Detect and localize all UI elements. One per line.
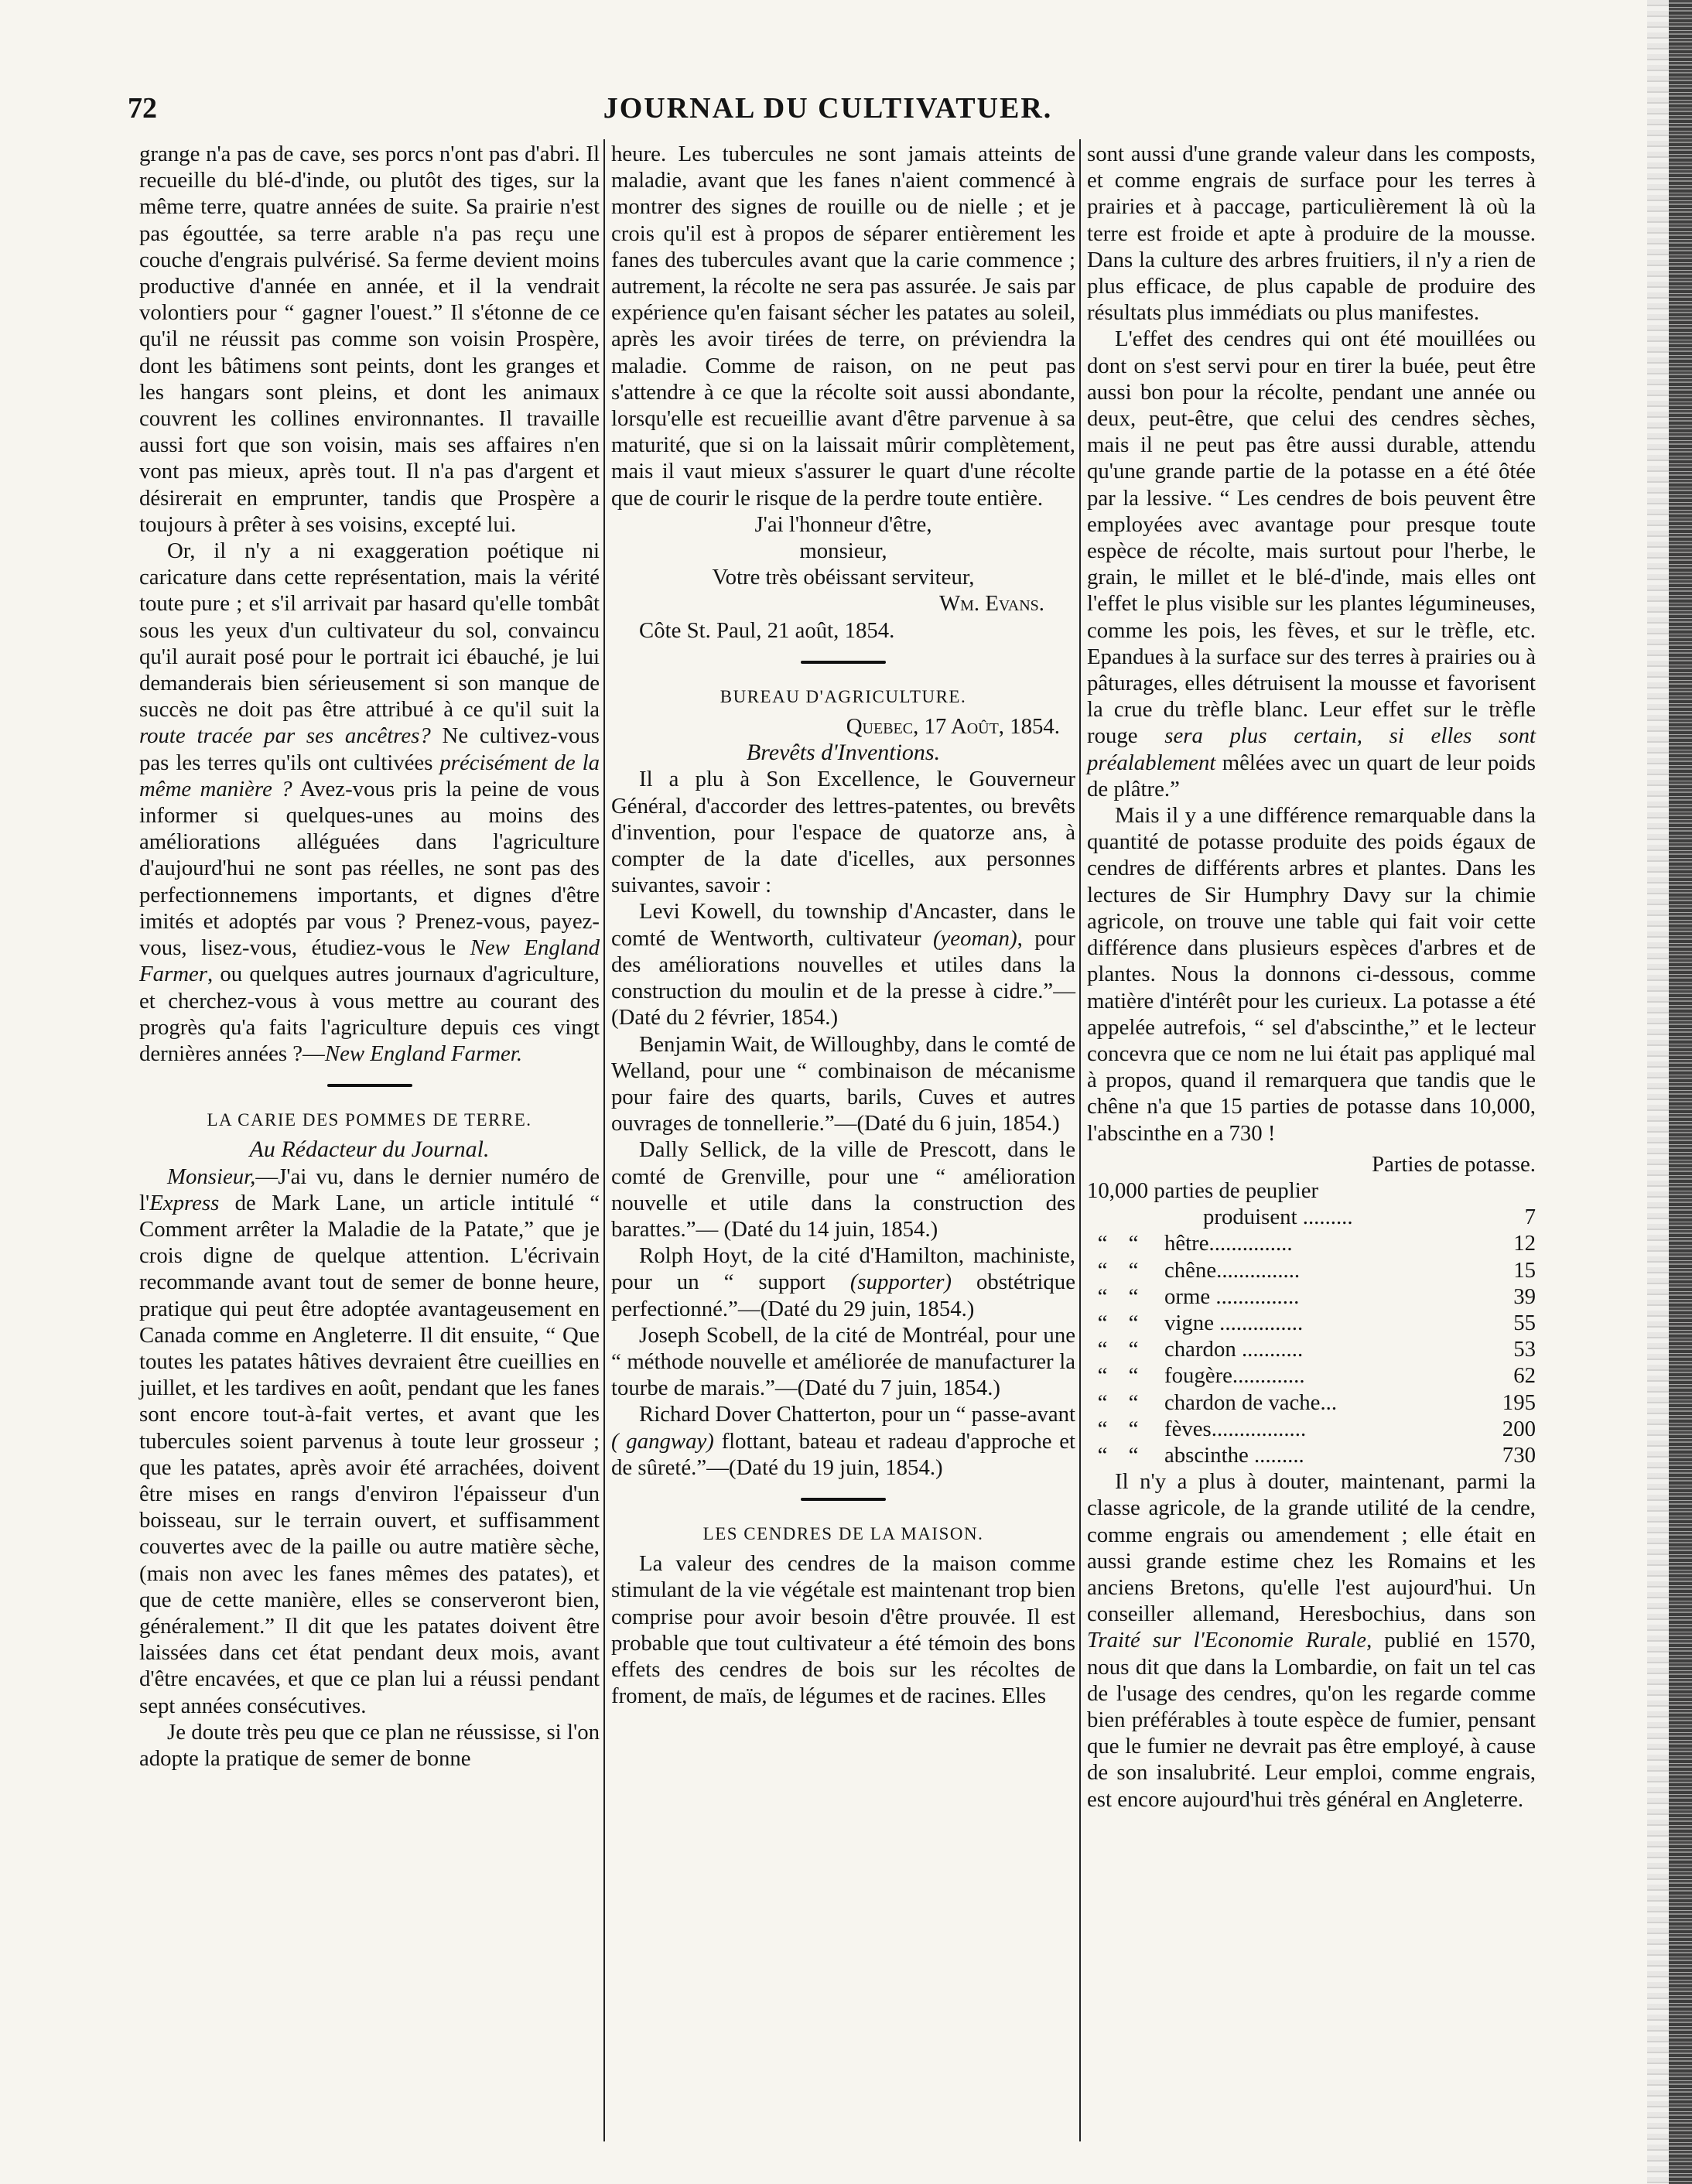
text-run: Il n'y a plus à douter, maintenant, parmi la classe agricole, de la grande utilité de la cendre, comme engrais ou amendement ; elle était en aussi grande estime chez les Romains et les anciens Bretons, qu'elle l'est aujourd'hui. Un conseiller allemand, Heresbochius, dans son xyxy=(1087,1469,1536,1627)
letter-closing: Votre très obéissant serviteur, xyxy=(712,565,975,590)
table-row xyxy=(1087,1177,1536,1204)
ditto-mark: “ xyxy=(1128,1231,1139,1256)
paragraph: La valeur des cendres de la maison comme stimulant de la vie végétale est maintenant trop bien comprise pour avoir besoin d'être prouvée. Il est probable que tout cultivateur a été témoin des bons effets des cendres de bois sur les récoltes de froment, de maïs, de légumes et de racines. Elles xyxy=(611,1551,1075,1709)
ditto-mark: “ xyxy=(1097,1442,1108,1468)
table-row xyxy=(1087,1310,1536,1336)
ditto-mark: “ xyxy=(1097,1310,1108,1335)
ditto-mark: “ xyxy=(1097,1257,1108,1283)
table-row xyxy=(1087,1204,1536,1230)
ditto-mark: “ xyxy=(1097,1363,1108,1389)
potash-table xyxy=(1087,1177,1536,1468)
text-run: , publié en 1570, nous dit que dans la Lombardie, on fait un tel cas de l'usage des cendres, qu'on les regarde comme bien préférables à toute espèce de fumier, pensant que le fumier ne devrait pas être employé, à cause de son insalubrité. Leur emploi, comme engrais, est encore aujourd'hui très général en Angleterre. xyxy=(1087,1628,1536,1812)
table-cell-plant: fougère............. xyxy=(1164,1363,1305,1389)
table-cell-plant: orme ............... xyxy=(1164,1283,1300,1309)
italic-text: Express xyxy=(149,1190,220,1215)
text-run: de Mark Lane, un article intitulé “ Comment arrêter la Maladie de la Patate,” que je crois digne de quelque attention. L'écrivain recommande avant tout de semer de bonne heure, pratique qui peut être adoptée avantageusement en Canada comme en Angleterre. Il dit ensuite, “ Que toutes les patates hâtives devraient être cueillies en juillet, et les tardives en août, pendant que les fanes sont encore tout-à-fait vertes, et avant que les tubercules soient parvenus à toute leur grosseur ; que les patates, après avoir été arrachées, doivent être mises en rangs d'environ l'épaisseur d'un boisseau, sur le terrain ouvert, et suffisamment couvertes avec de la paille ou autre matière sèche, (mais non avec les fanes mêmes des patates), et que de cette manière, elles se conserveront bien, généralement.” Il dit que les patates doivent être laissées dans cet état pendant deux mois, avant d'être encavées, et que ce plan lui a réussi pendant sept années consécutives. xyxy=(139,1190,600,1718)
ditto-mark: “ xyxy=(1097,1337,1108,1362)
column-rule xyxy=(1079,139,1081,2141)
table-cell-plant: vigne ............... xyxy=(1164,1310,1304,1335)
text-run: obstétrique perfectionné.”—(Daté du 29 juin, 1854.) xyxy=(611,1270,1075,1321)
paragraph xyxy=(1087,326,1536,802)
paragraph: Joseph Scobell, de la cité de Montréal, pour une “ méthode nouvelle et améliorée de manufacturer la tourbe de marais.”—(Daté du 7 juin, 1854.) xyxy=(611,1322,1075,1401)
table-cell-value: 55 xyxy=(1513,1310,1536,1335)
ditto-mark: “ xyxy=(1097,1416,1108,1441)
ditto-mark: “ xyxy=(1097,1231,1108,1256)
table-row xyxy=(1087,1257,1536,1283)
letter-signature: Wm. Evans. xyxy=(938,591,1044,617)
ditto-mark: “ xyxy=(1128,1337,1139,1362)
text-run: mêlées avec un quart de leur poids de plâtre.” xyxy=(1087,750,1536,801)
table-cell-value: 200 xyxy=(1502,1416,1536,1441)
text-run: Ne cultivez-vous pas les terres qu'ils ont cultivées xyxy=(139,723,600,775)
text-run: , pour des améliorations nouvelles et utiles dans la construction du moulin et de la presse à cidre.”—(Daté du 2 février, 1854.) xyxy=(611,925,1075,1030)
table-cell-value: 730 xyxy=(1502,1442,1536,1468)
running-title: JOURNAL DU CULTIVATUER. xyxy=(603,92,1053,125)
section-separator xyxy=(801,661,886,664)
table-cell-value: 15 xyxy=(1513,1257,1536,1283)
table-cell-plant: fèves................. xyxy=(1164,1416,1307,1441)
text-run: Richard Dover Chatterton, pour un “ passe-avant xyxy=(639,1402,1075,1427)
table-cell-value: 53 xyxy=(1513,1337,1536,1362)
italic-text: (yeoman) xyxy=(932,925,1017,951)
table-cell-plant: chardon ........... xyxy=(1164,1337,1304,1362)
paragraph: Je doute très peu que ce plan ne réussisse, si l'on adopte la pratique de semer de bonne xyxy=(139,1719,600,1771)
table-cell-value: 62 xyxy=(1513,1363,1536,1389)
letter-place-date: Côte St. Paul, 21 août, 1854. xyxy=(639,617,895,643)
italic-text: Traité sur l'Economie Rurale xyxy=(1087,1628,1367,1653)
table-cell: produisent ......... xyxy=(1203,1205,1353,1230)
paragraph: Il a plu à Son Excellence, le Gouverneur Général, d'accorder des lettres-patentes, ou brevêts d'invention, pour l'espace de quatorze ans, à compter de la date d'icelles, aux personnes suivantes, savoir : xyxy=(611,767,1075,898)
table-cell-plant: chardon de vache... xyxy=(1164,1389,1338,1415)
article-heading: BUREAU D'AGRICULTURE. xyxy=(720,686,967,706)
ditto-mark: “ xyxy=(1128,1257,1139,1283)
article-heading: LES CENDRES DE LA MAISON. xyxy=(702,1523,984,1543)
table-cell: 10,000 parties de peuplier xyxy=(1087,1177,1319,1203)
ditto-mark: “ xyxy=(1128,1442,1139,1468)
table-cell-plant: hêtre............... xyxy=(1164,1231,1293,1256)
paragraph xyxy=(611,1401,1075,1481)
text-run: flottant, bateau et radeau d'approche et de sûreté.”—(Daté du 19 juin, 1854.) xyxy=(611,1428,1076,1480)
table-row xyxy=(1087,1389,1536,1416)
ditto-mark: “ xyxy=(1128,1416,1139,1441)
table-cell-value: 12 xyxy=(1513,1231,1536,1256)
table-cell-value: 39 xyxy=(1513,1283,1536,1309)
table-row xyxy=(1087,1362,1536,1389)
italic-text: New England Farmer. xyxy=(324,1041,523,1066)
column-1 xyxy=(139,141,600,2138)
paragraph: sont aussi d'une grande valeur dans les composts, et comme engrais de surface pour les terres à prairies et à paccage, particulièrement là où la terre est froide et apte à produire de la mousse. Dans la culture des arbres fruitiers, il n'y a rien de plus efficace, de plus capable de produire des résultats plus immédiats ou plus manifestes. xyxy=(1087,142,1536,326)
table-row xyxy=(1087,1336,1536,1362)
italic-text: précisément de la même manière ? xyxy=(139,750,600,801)
article-heading: LA CARIE DES POMMES DE TERRE. xyxy=(207,1110,532,1130)
italic-text: route tracée par ses ancêtres? xyxy=(139,723,431,749)
paragraph: heure. Les tubercules ne sont jamais atteints de maladie, avant que les fanes n'aient commencé à montrer des signes de rouille ou de nielle ; et je crois qu'il est à propos de séparer entièrement les fanes des tubercules avant que la carie commence ; autrement, la récolte ne sera pas assurée. Je sais par expérience qu'en faisant sécher les patates au soleil, après les avoir tirées de terre, on préviendra la maladie. Comme de raison, on ne peut pas s'attendre à ce que la récolte soit aussi abondante, lorsqu'elle est recueillie avant d'être parvenue à sa maturité, que si on la laissait mûrir complètement, mais il vaut mieux s'assurer le quart d'une récolte que de courir le risque de la perdre toute entière. xyxy=(611,142,1075,511)
paragraph: grange n'a pas de cave, ses porcs n'ont pas d'abri. Il recueille du blé-d'inde, ou plutôt des tiges, sur la même terre, quatre années de suite. Sa prairie n'est pas égouttée, sa terre arable n'a pas reçu une couche d'engrais pulvérisé. Sa ferme devient moins productive d'année en année, et il la vendrait volontiers pour “ gagner l'ouest.” Il s'étonne de ce qu'il ne réussit pas comme son voisin Prospère, dont les bâtimens sont peints, dont les granges et les hangars sont pleins, et dont les animaux couvrent les collines environnantes. Il travaille aussi fort que son voisin, mais ses affaires n'en vont pas mieux, après tout. Il n'a pas d'argent et désirerait en emprunter, tandis que Prospère a toujours à prêter à ses voisins, excepté lui. xyxy=(139,142,600,537)
page-number: 72 xyxy=(128,92,157,125)
table-header: Parties de potasse. xyxy=(1372,1151,1536,1177)
page-header xyxy=(128,91,1528,130)
table-row xyxy=(1087,1416,1536,1442)
italic-text: (supporter) xyxy=(849,1270,952,1295)
paragraph xyxy=(139,1164,600,1719)
ditto-mark: “ xyxy=(1128,1389,1139,1415)
article-subheading: Au Rédacteur du Journal. xyxy=(249,1136,490,1163)
text-run: Rolph Hoyt, de la cité d'Hamilton, machiniste, pour un “ support xyxy=(611,1243,1075,1295)
paragraph: Mais il y a une différence remarquable dans la quantité de potasse produite des poids égaux de cendres de différents arbres et plantes. Dans les lectures de Sir Humphry Davy sur la chimie agricole, on trouve une table qui fait voir cette différence dans plusieurs espèces d'arbres et de plantes. Nous la donnons ci-dessous, comme matière d'intérêt pour les curieux. La potasse a été appelée autrefois, “ sel d'abscinthe,” et le lecteur concevra que ce nom ne lui était pas appliqué mal à propos, quand il remarquera que tandis que le chêne n'a que 15 parties de potasse dans 10,000, l'abscinthe en a 730 ! xyxy=(1087,803,1536,1146)
letter-closing: J'ai l'honneur d'être, xyxy=(754,511,932,537)
italic-text: sera plus certain, si elles sont préalablement xyxy=(1087,723,1536,775)
column-2 xyxy=(611,141,1075,2138)
table-cell: 7 xyxy=(1524,1205,1536,1230)
table-row xyxy=(1087,1230,1536,1256)
text-run: , ou quelques autres journaux d'agriculture, et cherchez-vous à vous mettre au courant des progrès qu'a faits l'agriculture depuis ces vingt dernières années ?— xyxy=(139,962,600,1066)
ditto-mark: “ xyxy=(1097,1283,1108,1309)
potash-rows xyxy=(1087,1230,1536,1468)
italic-text: Monsieur, xyxy=(167,1164,256,1189)
column-rule xyxy=(603,139,605,2141)
paragraph xyxy=(139,538,600,1067)
section-separator xyxy=(801,1498,886,1501)
paragraph xyxy=(611,898,1075,1030)
ditto-mark: “ xyxy=(1128,1363,1139,1389)
table-cell-plant: abscinthe ......... xyxy=(1164,1442,1304,1468)
letter-closing: monsieur, xyxy=(799,538,887,564)
ditto-mark: “ xyxy=(1128,1283,1139,1309)
italic-text: New England Farmer xyxy=(139,935,600,987)
page-edge-shadow xyxy=(1647,0,1669,2184)
paragraph xyxy=(1087,1468,1536,1813)
dateline: Quebec, 17 Août, 1854. xyxy=(846,714,1060,740)
text-run: Or, il n'y a ni exaggeration poétique ni caricature dans cette représentation, mais la vérité toute pure ; et s'il arrivait par hasard qu'elle tombât sous les yeux d'un cultivateur du sol, convaincu qu'il aurait posé pour le portrait ici ébauché, je lui demanderais bien sérieusement si son manque de succès ne doit pas être attribué à ce qu'il suit la xyxy=(139,538,600,723)
ditto-mark: “ xyxy=(1097,1389,1108,1415)
article-subheading: Brevêts d'Inventions. xyxy=(746,740,941,766)
page-edge-binding xyxy=(1669,0,1692,2184)
text-run: —J'ai vu, dans le dernier numéro de l' xyxy=(139,1164,600,1215)
paragraph: Benjamin Wait, de Willoughby, dans le comté de Welland, pour une “ combinaison de mécanisme pour faire des quarts, barils, Cuves et autres ouvrages de tonnellerie.”—(Daté du 6 juin, 1854.) xyxy=(611,1031,1075,1136)
text-run: Levi Kowell, du township d'Ancaster, dans le comté de Wentworth, cultivateur xyxy=(611,899,1075,951)
text-run: Avez-vous pris la peine de vous informer si quelques-unes au moins des améliorations alléguées dans l'agriculture d'aujourd'hui ne sont pas réelles, ne sont pas des perfectionnemens importants, et dignes d'être imités et adoptés par vous ? Prenez-vous, payez-vous, lisez-vous, étudiez-vous le xyxy=(139,776,600,961)
table-cell-value: 195 xyxy=(1502,1389,1536,1415)
section-separator xyxy=(327,1084,412,1087)
table-row xyxy=(1087,1442,1536,1468)
ditto-mark: “ xyxy=(1128,1310,1139,1335)
table-cell-plant: chêne............... xyxy=(1164,1257,1301,1283)
table-row xyxy=(1087,1283,1536,1310)
paragraph: Dally Sellick, de la ville de Prescott, dans le comté de Grenville, pour une “ amélioration nouvelle et utile dans la construction des barattes.”— (Daté du 14 juin, 1854.) xyxy=(611,1137,1075,1242)
column-3 xyxy=(1087,141,1536,2138)
italic-text: ( gangway) xyxy=(611,1428,714,1454)
text-run: L'effet des cendres qui ont été mouillées ou dont on s'est servi pour en tirer la buée, peut être aussi bon pour la récolte, pendant une année ou deux, peut-être, que celui des cendres sèches, mais il ne peut pas être aussi durable, attendu qu'une grande partie de la potasse en a été ôtée par la lessive. “ Les cendres de bois peuvent être employées avec avantage pour presque toute espèce de récolte, mais surtout pour l'herbe, le grain, le millet et le blé-d'inde, mais elles ont l'effet le plus visible sur les plantes légumineuses, comme les pois, les fèves, et sur le trèfle, etc. Epandues à la surface sur des terres à prairies ou à pâturages, elles détruisent la mousse et favorisent la crue du trèfle blanc. Leur effet sur le trèfle rouge xyxy=(1087,326,1536,749)
paragraph xyxy=(611,1242,1075,1322)
